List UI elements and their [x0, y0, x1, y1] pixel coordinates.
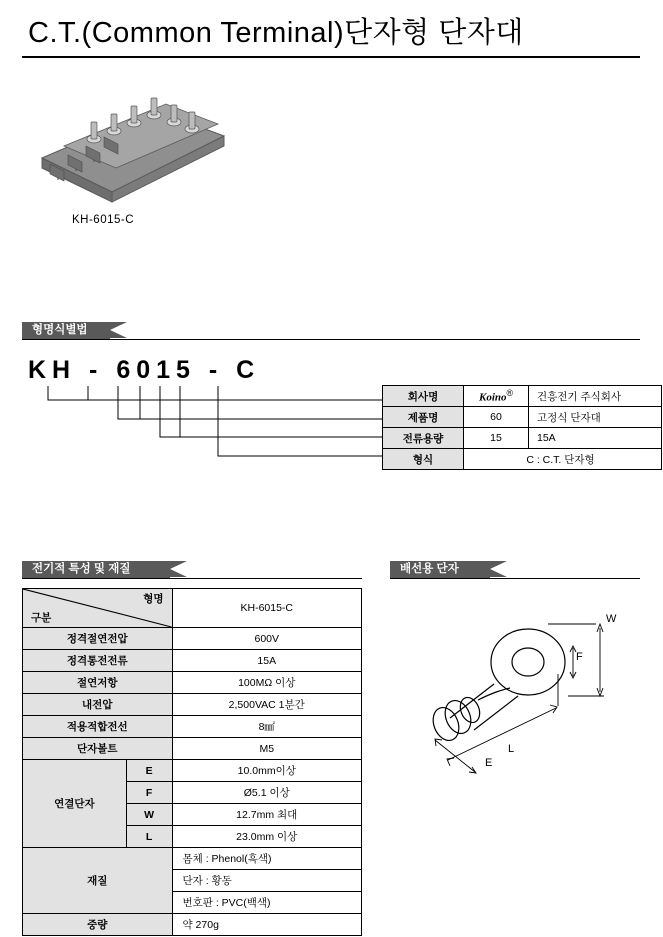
spec-corner-header [23, 589, 173, 628]
section-header-electrical-label: 전기적 특성 및 재질 [32, 563, 131, 575]
table-row [23, 628, 362, 650]
photo-caption: KH-6015-C [72, 214, 135, 226]
legend-value: 60 [464, 407, 529, 428]
terminal-sub-label: E [126, 760, 172, 782]
material-label: 재질 [23, 848, 173, 914]
spec-header-left: 구분 [31, 612, 52, 624]
material-value: 단자 : 황동 [172, 870, 362, 892]
legend-label: 형식 [383, 449, 464, 470]
material-value: 번호판 : PVC(백색) [172, 892, 362, 914]
weight-label: 중량 [23, 914, 173, 936]
section-arrow-icon [490, 561, 507, 577]
spec-header-right: 형명 [143, 593, 164, 605]
terminal-value: Ø5.1 이상 [172, 782, 362, 804]
dim-label-l: L [508, 743, 515, 755]
spec-label: 내전압 [23, 694, 173, 716]
section-header-naming [22, 322, 110, 339]
terminal-sub-label: L [126, 826, 172, 848]
model-code: KH - 6015 - C [28, 356, 261, 384]
dim-label-w: W [606, 613, 617, 625]
table-header-row [23, 589, 362, 628]
table-row [23, 694, 362, 716]
table-row [383, 386, 662, 407]
legend-label: 제품명 [383, 407, 464, 428]
legend-label: 전류용량 [383, 428, 464, 449]
spec-label: 단자볼트 [23, 738, 173, 760]
table-row [23, 848, 362, 870]
section-header-electrical [22, 561, 170, 578]
terminal-value: 12.7mm 최대 [172, 804, 362, 826]
legend-table [382, 385, 662, 470]
spec-value: 600V [172, 628, 362, 650]
spec-value: 100MΩ 이상 [172, 672, 362, 694]
legend-label: 회사명 [383, 386, 464, 407]
terminal-value: 23.0mm 이상 [172, 826, 362, 848]
title-divider [22, 56, 640, 58]
spec-value: 8㎟ [172, 716, 362, 738]
table-row [383, 449, 662, 470]
table-row [383, 407, 662, 428]
section-underline-wiring [390, 578, 640, 579]
koino-logo: Koino [479, 391, 507, 404]
table-row [23, 716, 362, 738]
legend-desc: 15A [529, 428, 662, 449]
terminal-group-label: 연결단자 [23, 760, 127, 848]
legend-value: 15 [464, 428, 529, 449]
legend-desc: C : C.T. 단자형 [464, 449, 662, 470]
legend-desc: 건흥전기 주식회사 [529, 386, 662, 407]
spec-table [22, 588, 362, 936]
dim-label-f: F [576, 651, 583, 663]
page-title: C.T.(Common Terminal)단자형 단자대 [28, 17, 524, 49]
section-header-wiring [390, 561, 490, 578]
table-row [23, 760, 362, 782]
spec-value: M5 [172, 738, 362, 760]
dim-label-e: E [485, 757, 493, 769]
table-row [23, 650, 362, 672]
terminal-sub-label: F [126, 782, 172, 804]
material-value: 몸체 : Phenol(흑색) [172, 848, 362, 870]
table-row [23, 672, 362, 694]
spec-label: 정격절연전압 [23, 628, 173, 650]
spec-label: 정격통전전류 [23, 650, 173, 672]
legend-desc: 고정식 단자대 [529, 407, 662, 428]
spec-label: 절연저항 [23, 672, 173, 694]
terminal-lug-diagram [390, 600, 640, 800]
table-row [23, 914, 362, 936]
product-photo [34, 84, 234, 194]
table-row [383, 428, 662, 449]
spec-value: 15A [172, 650, 362, 672]
spec-value: 2,500VAC 1분간 [172, 694, 362, 716]
section-underline-naming [22, 339, 640, 340]
spec-header-model: KH-6015-C [172, 589, 362, 628]
section-arrow-icon [170, 561, 187, 577]
table-row [23, 738, 362, 760]
section-underline-electrical [22, 578, 362, 579]
legend-value [464, 386, 529, 407]
legend-value-sup: ® [506, 388, 513, 399]
section-header-naming-label: 형명식별법 [32, 324, 88, 336]
spec-label: 적용적합전선 [23, 716, 173, 738]
section-header-wiring-label: 배선용 단자 [400, 563, 459, 575]
weight-value: 약 270g [172, 914, 362, 936]
section-arrow-icon [110, 322, 127, 338]
terminal-value: 10.0mm이상 [172, 760, 362, 782]
terminal-sub-label: W [126, 804, 172, 826]
